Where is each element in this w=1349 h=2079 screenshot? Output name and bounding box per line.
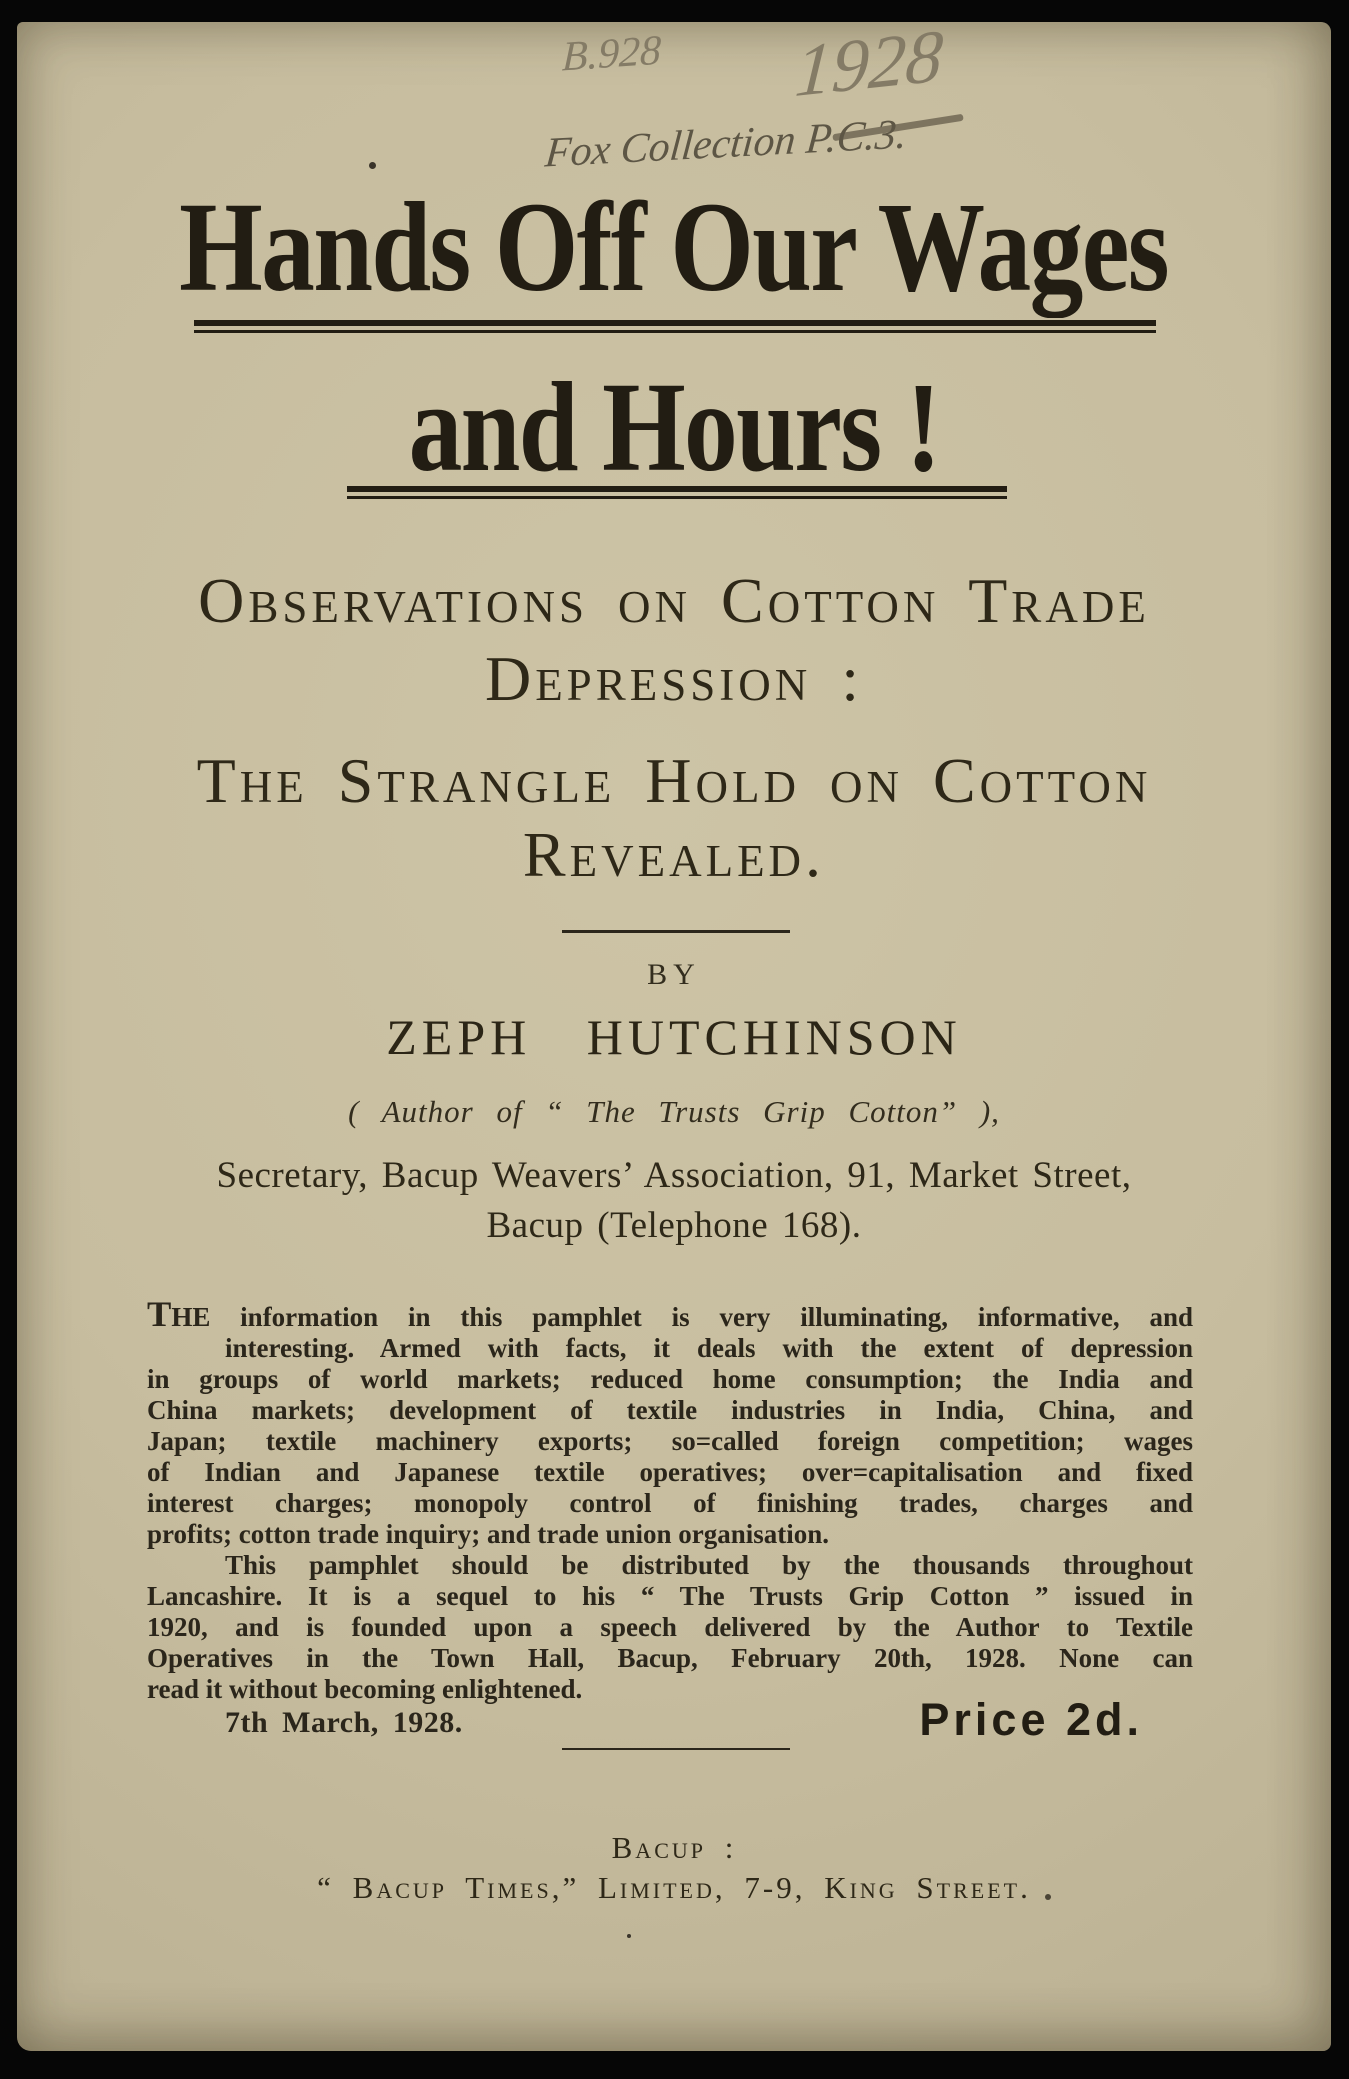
subtitle-line-3: The Strangle Hold on Cotton (196, 745, 1152, 816)
blurb-1-line: in groups of world markets; reduced home consumption; the India and (147, 1364, 1193, 1394)
blurb-2-line: This pamphlet should be distributed by the thousands throughout (225, 1550, 1193, 1580)
blurb-1-line: THE information in this pamphlet is very illuminating, informative, and (147, 1294, 1193, 1334)
blurb-1-line: Japan; textile machinery exports; so=called foreign competition; wages (147, 1426, 1193, 1456)
blurb-2-line: Operatives in the Town Hall, Bacup, February 20th, 1928. None can (147, 1643, 1193, 1673)
paper-speck (627, 1934, 631, 1938)
title-underline-2 (347, 486, 1007, 499)
main-title-line-2 (17, 354, 1331, 501)
pamphlet-cover (17, 14, 1331, 2051)
subtitle-line-2: Depression : (484, 643, 864, 714)
handwritten-catalog-number: B.928 (561, 27, 662, 81)
imprint-printer: “ Bacup Times,” Limited, 7-9, King Street. (317, 1870, 1031, 1905)
blurb-1-line: interesting. Armed with facts, it deals with the extent of depression (225, 1333, 1193, 1363)
imprint-place: Bacup : (611, 1830, 737, 1865)
author-credit: ( Author of “ The Trusts Grip Cotton” ), (348, 1094, 1000, 1129)
blurb-1-line: profits; cotton trade inquiry; and trade union organisation. (147, 1519, 830, 1549)
author-role-line-1: Secretary, Bacup Weavers’ Association, 91, Market Street, (216, 1155, 1132, 1196)
main-title-line-1-text: Hands Off Our Wages (179, 176, 1169, 318)
by-label: BY (647, 958, 701, 991)
divider-rule-above-by (562, 930, 790, 933)
paper-speck (369, 162, 376, 169)
handwritten-year: 1928 (792, 14, 946, 114)
price-label: Price 2d. (919, 1694, 1143, 1745)
subtitle-line-1: Observations on Cotton Trade (198, 565, 1150, 636)
main-title-line-2-text: and Hours ! (408, 356, 940, 498)
author-role-line-2: Bacup (Telephone 168). (486, 1205, 862, 1246)
title-underline-1 (194, 320, 1156, 333)
divider-rule-above-imprint (562, 1748, 790, 1750)
blurb-paragraph-2 (147, 1550, 1193, 1705)
blurb-2-line: Lancashire. It is a sequel to his “ The Trusts Grip Cotton ” issued in (147, 1581, 1193, 1611)
paper-speck (1045, 1894, 1051, 1900)
handwritten-collection-note: Fox Collection P.C.3. (543, 111, 909, 177)
blurb-1-line: interest charges; monopoly control of finishing trades, charges and (147, 1488, 1193, 1518)
blurb-paragraph-1 (147, 1294, 1193, 1550)
blurb-2-line: 1920, and is founded upon a speech delivered by the Author to Textile (147, 1612, 1193, 1642)
blurb-1-line: of Indian and Japanese textile operatives; over=capitalisation and fixed (147, 1457, 1193, 1487)
author-name: ZEPH HUTCHINSON (386, 1009, 962, 1065)
blurb-2-line: read it without becoming enlightened. (147, 1674, 583, 1704)
publication-date: 7th March, 1928. (225, 1706, 463, 1739)
main-title-line-1 (17, 174, 1331, 321)
subtitle-line-4: Revealed. (522, 819, 826, 890)
blurb-1-line: China markets; development of textile industries in India, China, and (147, 1395, 1193, 1425)
